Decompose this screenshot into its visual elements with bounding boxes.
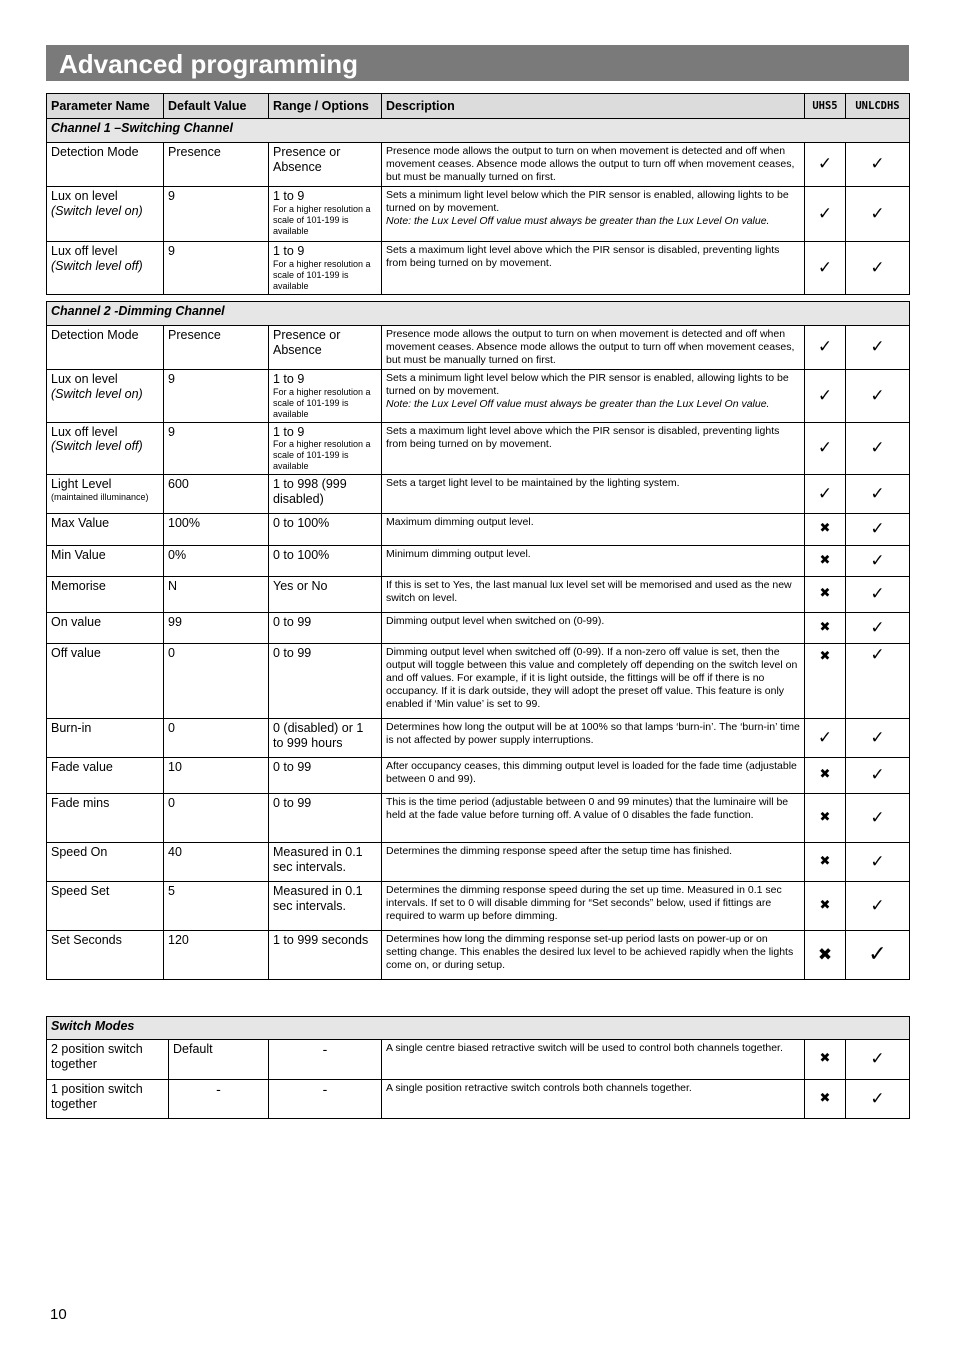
check-icon: ✓ — [846, 931, 910, 980]
cross-icon: ✖ — [805, 794, 846, 843]
check-icon: ✓ — [805, 422, 846, 475]
check-icon: ✓ — [846, 422, 910, 475]
check-icon: ✓ — [805, 326, 846, 370]
table-row — [47, 794, 910, 843]
param-name-cell — [47, 475, 164, 514]
check-icon: ✓ — [805, 187, 846, 242]
param-name: Min Value — [47, 546, 164, 577]
page-title: Advanced programming — [46, 45, 909, 81]
description: Dimming output level when switched on (0-99). — [382, 613, 805, 644]
range-options: - — [269, 1040, 382, 1080]
cross-icon: ✖ — [805, 613, 846, 644]
description: Determines how long the output will be at 100% so that lamps ‘burn-in’. The ‘burn-in’ time is not affected by power supply interruptions. — [382, 719, 805, 758]
description: After occupancy ceases, this dimming output level is loaded for the fade time (adjustable between 0 and 99). — [382, 758, 805, 794]
table-row — [47, 613, 910, 644]
description-note: Note: the Lux Level Off value must always be greater than the Lux Level On value. — [386, 398, 770, 410]
description: Determines the dimming response speed after the setup time has finished. — [382, 843, 805, 882]
range-note: For a higher resolution a scale of 101-199 is available — [273, 203, 371, 236]
range-options: Measured in 0.1 sec intervals. — [269, 882, 382, 931]
check-icon: ✓ — [846, 1040, 910, 1080]
table-row — [47, 1080, 910, 1119]
range-cell — [269, 242, 382, 295]
default-value: - — [169, 1080, 269, 1119]
param-subname: (Switch level off) — [51, 439, 143, 453]
param-name: Lux on level — [51, 189, 118, 203]
default-value: Default — [169, 1040, 269, 1080]
check-icon: ✓ — [805, 719, 846, 758]
range-cell — [269, 422, 382, 475]
param-name: Fade mins — [47, 794, 164, 843]
cross-icon: ✖ — [805, 644, 846, 719]
description: This is the time period (adjustable between 0 and 99 minutes) that the luminaire will be held at the fade value before turning off. A value of 0 disables the fade function. — [382, 794, 805, 843]
param-subname: (Switch level off) — [51, 258, 143, 273]
description: A single position retractive switch controls both channels together. — [382, 1080, 805, 1119]
section-heading-channel-1: Channel 1 –Switching Channel — [47, 119, 910, 143]
check-icon: ✓ — [846, 1080, 910, 1119]
range-options: 0 (disabled) or 1 to 999 hours — [269, 719, 382, 758]
param-name: Lux on level — [51, 372, 118, 386]
range-options: Measured in 0.1 sec intervals. — [269, 843, 382, 882]
description: Sets a target light level to be maintained by the lighting system. — [382, 475, 805, 514]
table-row — [47, 422, 910, 475]
check-icon: ✓ — [846, 882, 910, 931]
param-name: Light Level — [51, 477, 112, 491]
table-row — [47, 370, 910, 423]
range-options: 0 to 99 — [269, 644, 382, 719]
range-options: Yes or No — [269, 577, 382, 613]
param-name: Detection Mode — [47, 326, 164, 370]
range-options: 1 to 9 — [273, 424, 305, 439]
range-options: 0 to 100% — [269, 514, 382, 546]
default-value: 0 — [164, 794, 269, 843]
param-name: Lux off level — [51, 244, 118, 258]
param-subname: (Switch level on) — [51, 203, 143, 218]
table-row — [47, 242, 910, 295]
section-heading-channel-2: Channel 2 -Dimming Channel — [47, 302, 910, 326]
param-name: Burn-in — [47, 719, 164, 758]
param-subname: (maintained illuminance) — [51, 491, 149, 502]
description-cell — [382, 370, 805, 423]
range-options: Presence or Absence — [269, 143, 382, 187]
section-row — [47, 119, 910, 143]
check-icon: ✓ — [846, 143, 910, 187]
param-name: Lux off level — [51, 424, 118, 439]
cross-icon: ✖ — [805, 577, 846, 613]
table-row — [47, 931, 910, 980]
page-number: 10 — [50, 1306, 67, 1323]
description: Presence mode allows the output to turn on when movement is detected and off when movement ceases. Absence mode allows the output to turn off when movement ceases, but must be manually turned on first. — [382, 143, 805, 187]
header-row — [47, 94, 910, 119]
param-name-cell — [47, 242, 164, 295]
param-name: Max Value — [47, 514, 164, 546]
table-row — [47, 882, 910, 931]
default-value: Presence — [164, 143, 269, 187]
table-row — [47, 326, 910, 370]
description: Determines how long the dimming response set-up period lasts on power-up or on setting change. This enables the desired lux level to be achieved rapidly when the lights come on, or during setup. — [382, 931, 805, 980]
check-icon: ✓ — [846, 577, 910, 613]
default-value: 0 — [164, 719, 269, 758]
default-value: 120 — [164, 931, 269, 980]
param-name: On value — [47, 613, 164, 644]
range-options: 0 to 100% — [269, 546, 382, 577]
range-options: 1 to 999 seconds — [269, 931, 382, 980]
default-value: 600 — [164, 475, 269, 514]
default-value: 9 — [164, 187, 269, 242]
table-row — [47, 719, 910, 758]
check-icon: ✓ — [805, 242, 846, 295]
header-default-value: Default Value — [164, 94, 269, 119]
switch-modes-table — [46, 1016, 910, 1119]
default-value: 9 — [164, 242, 269, 295]
section-row — [47, 302, 910, 326]
range-note: For a higher resolution a scale of 101-199 is available — [273, 258, 371, 291]
range-options: 0 to 99 — [269, 794, 382, 843]
table-row — [47, 514, 910, 546]
default-value: Presence — [164, 326, 269, 370]
description: Presence mode allows the output to turn on when movement is detected and off when movement ceases. Absence mode allows the output to turn off when movement ceases, but must be manually turned on first. — [382, 326, 805, 370]
param-name: Speed On — [47, 843, 164, 882]
check-icon: ✓ — [805, 475, 846, 514]
check-icon: ✓ — [846, 719, 910, 758]
param-name: Detection Mode — [47, 143, 164, 187]
range-note: For a higher resolution a scale of 101-199 is available — [273, 386, 371, 419]
default-value: 100% — [164, 514, 269, 546]
check-icon: ✓ — [846, 514, 910, 546]
description: Dimming output level when switched off (0-99). If a non-zero off value is set, then the output will toggle between this value and completely off depending on the switch level on and off values. For example, if it is light outside, the fittings will be off if there is no occupancy. If it is dark outside, they will adopt the preset off value. This feature is only enabled if ‘Min value’ is set to 99. — [382, 644, 805, 719]
range-options: - — [269, 1080, 382, 1119]
cross-icon: ✖ — [805, 882, 846, 931]
check-icon: ✓ — [846, 758, 910, 794]
default-value: 99 — [164, 613, 269, 644]
range-options: 1 to 9 — [273, 244, 305, 258]
check-icon: ✓ — [846, 546, 910, 577]
range-cell — [269, 370, 382, 423]
cross-icon: ✖ — [805, 546, 846, 577]
header-unlcdhs: UNLCDHS — [846, 94, 910, 119]
param-name: Fade value — [47, 758, 164, 794]
description: Maximum dimming output level. — [382, 514, 805, 546]
param-name: Off value — [47, 644, 164, 719]
check-icon: ✓ — [846, 475, 910, 514]
description: A single centre biased retractive switch will be used to control both channels together. — [382, 1040, 805, 1080]
description: Sets a minimum light level below which the PIR sensor is enabled, allowing lights to be turned on by movement. — [386, 189, 789, 214]
section-heading-switch-modes: Switch Modes — [47, 1017, 910, 1040]
range-cell — [269, 187, 382, 242]
check-icon: ✓ — [805, 370, 846, 423]
range-options: Presence or Absence — [269, 326, 382, 370]
default-value: 9 — [164, 422, 269, 475]
check-icon: ✓ — [846, 613, 910, 644]
table-row — [47, 546, 910, 577]
range-options: 0 to 99 — [269, 613, 382, 644]
param-name-cell — [47, 422, 164, 475]
param-name: Set Seconds — [47, 931, 164, 980]
description-note: Note: the Lux Level Off value must always be greater than the Lux Level On value. — [386, 215, 770, 227]
check-icon: ✓ — [846, 242, 910, 295]
range-options: 1 to 9 — [273, 189, 305, 203]
range-options: 1 to 9 — [273, 372, 305, 386]
default-value: 0 — [164, 644, 269, 719]
description: Sets a maximum light level above which the PIR sensor is disabled, preventing lights from being turned on by movement. — [382, 242, 805, 295]
cross-icon: ✖ — [805, 843, 846, 882]
channel-2-table — [46, 301, 910, 980]
default-value: 10 — [164, 758, 269, 794]
header-parameter-name: Parameter Name — [47, 94, 164, 119]
default-value: 5 — [164, 882, 269, 931]
cross-icon: ✖ — [805, 1040, 846, 1080]
section-row — [47, 1017, 910, 1040]
param-name: Speed Set — [47, 882, 164, 931]
check-icon: ✓ — [846, 326, 910, 370]
default-value: N — [164, 577, 269, 613]
cross-icon: ✖ — [805, 1080, 846, 1119]
parameter-table — [46, 93, 910, 295]
table-row — [47, 577, 910, 613]
check-icon: ✓ — [846, 187, 910, 242]
table-row — [47, 187, 910, 242]
range-options: 0 to 99 — [269, 758, 382, 794]
cross-icon: ✖ — [805, 514, 846, 546]
param-name: 2 position switch together — [47, 1040, 169, 1080]
header-range-options: Range / Options — [269, 94, 382, 119]
table-row — [47, 1040, 910, 1080]
description-cell — [382, 187, 805, 242]
cross-icon: ✖ — [805, 758, 846, 794]
param-subname: (Switch level on) — [51, 386, 143, 401]
table-row — [47, 644, 910, 719]
check-icon: ✓ — [805, 143, 846, 187]
table-row — [47, 843, 910, 882]
param-name-cell — [47, 187, 164, 242]
table-row — [47, 143, 910, 187]
description: Sets a maximum light level above which the PIR sensor is disabled, preventing lights from being turned on by movement. — [382, 422, 805, 475]
description: Determines the dimming response speed during the set up time. Measured in 0.1 sec intervals. If set to 0 will disable dimming for “Set seconds” below, used if fittings are required to warm up before dimming. — [382, 882, 805, 931]
check-icon: ✓ — [846, 644, 910, 719]
default-value: 40 — [164, 843, 269, 882]
range-note: For a higher resolution a scale of 101-199 is available — [273, 439, 371, 471]
check-icon: ✓ — [846, 370, 910, 423]
param-name-cell — [47, 370, 164, 423]
description: Sets a minimum light level below which the PIR sensor is enabled, allowing lights to be turned on by movement. — [386, 372, 789, 397]
check-icon: ✓ — [846, 794, 910, 843]
header-uhs5: UHS5 — [805, 94, 846, 119]
param-name: 1 position switch together — [47, 1080, 169, 1119]
table-row — [47, 758, 910, 794]
check-icon: ✓ — [846, 843, 910, 882]
param-name: Memorise — [47, 577, 164, 613]
description: Minimum dimming output level. — [382, 546, 805, 577]
description: If this is set to Yes, the last manual lux level set will be memorised and used as the new switch on level. — [382, 577, 805, 613]
default-value: 9 — [164, 370, 269, 423]
default-value: 0% — [164, 546, 269, 577]
cross-icon: ✖ — [805, 931, 846, 980]
range-options: 1 to 998 (999 disabled) — [269, 475, 382, 514]
table-row — [47, 475, 910, 514]
header-description: Description — [382, 94, 805, 119]
